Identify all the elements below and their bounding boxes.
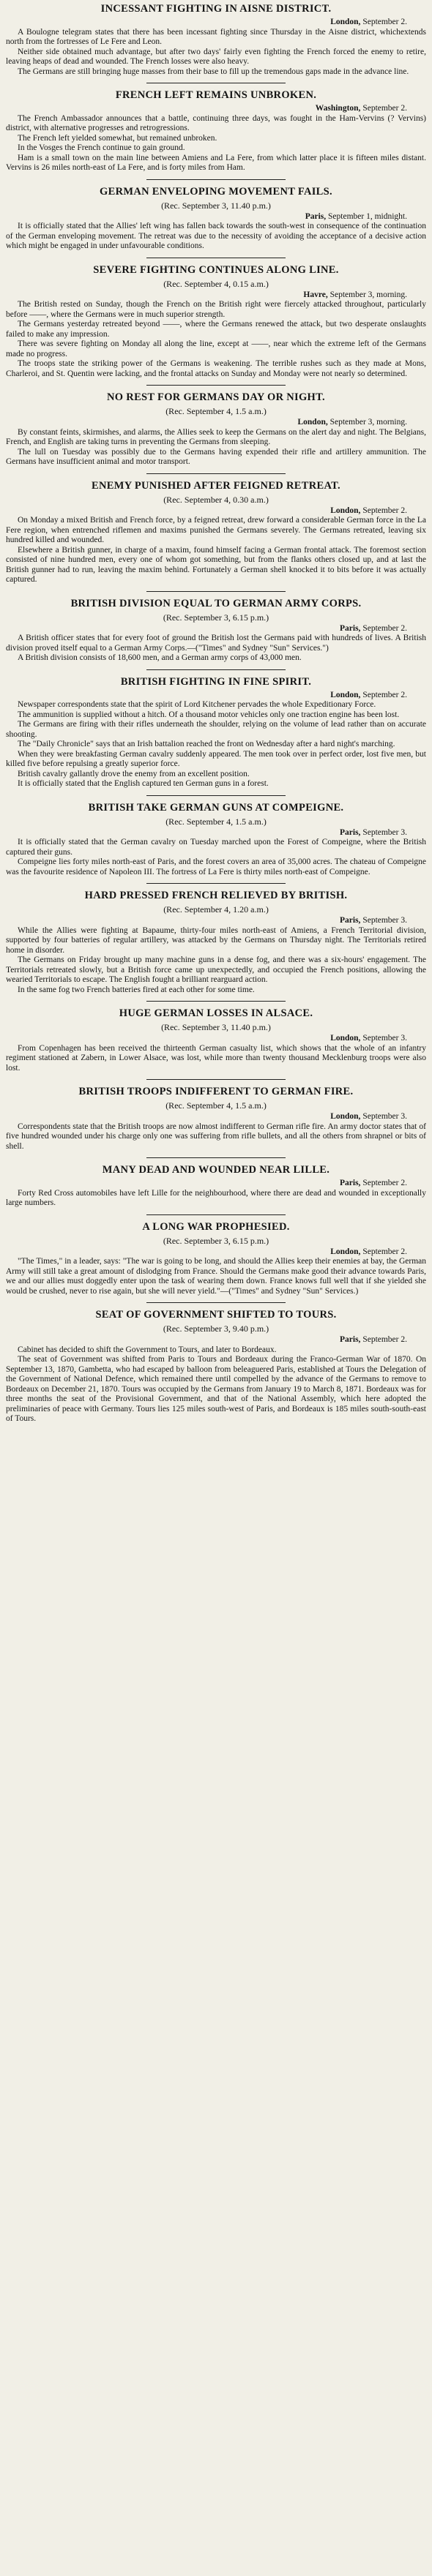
received-time: (Rec. September 3, 11.40 p.m.) [161,1022,271,1032]
article-paragraph: Neither side obtained much advantage, but after two days' fairly even fighting the French forced the enemy to retire, leaving heaps of dead and wounded. The French losses were also heavy. [6,47,426,66]
article-paragraph: The British rested on Sunday, though the French on the British right were fiercely attacked throughout, particularly before ——, where the Germans were in much superior strength. [6,300,426,319]
dateline-date: September 2. [362,1247,407,1256]
article-paragraph: British cavalry gallantly drove the enemy from an excellent position. [18,769,250,778]
received-time: (Rec. September 4, 0.30 a.m.) [163,494,269,505]
dateline-place: London, [330,18,361,26]
dateline [6,418,426,428]
dateline-date: September 3. [362,1112,407,1121]
received-time: (Rec. September 3, 9.40 p.m.) [163,1323,269,1334]
article-paragraph: The French Ambassador announces that a battle, continuing three days, was fought in the Ham-Vervins (? Vervins) district, with alternative progresses and retrogressions. [6,113,426,132]
article-1 [6,3,426,77]
divider-rule [146,1157,286,1158]
dateline-date: September 2. [362,1179,407,1187]
headline: BRITISH DIVISION EQUAL TO GERMAN ARMY CORPS. [70,597,362,609]
dateline [6,916,426,926]
article-4 [6,264,426,380]
received-time: (Rec. September 4, 1.5 a.m.) [165,1100,267,1111]
dateline-date: September 3. [362,916,407,925]
dateline [6,1034,426,1044]
article-11 [6,1007,426,1073]
article-paragraph: Newspaper correspondents state that the spirit of Lord Kitchener pervades the whole Expeditionary Force. [18,700,376,709]
article-2 [6,89,426,173]
divider-rule [146,1214,286,1215]
dateline-place: London, [297,418,328,427]
article-paragraph: When they were breakfasting German cavalry suddenly appeared. The men took over in perfect order, lost five men, but killed five before repulsing a greatly superior force. [6,749,426,768]
article-5 [6,391,426,467]
dateline-place: Paris, [340,1335,361,1344]
headline: A LONG WAR PROPHESIED. [142,1220,290,1233]
article-paragraph: It is officially stated that the Allies' left wing has fallen back towards the south-west in consequence of the continuation of the German enveloping movement. The retreat was due to the necessity of avoiding the acceptance of a decisive action which might be engaged in under unfavourable conditions. [6,222,426,250]
dateline-place: London, [330,506,361,515]
article-paragraph: The lull on Tuesday was possibly due to the Germans having expended their rifle and artillery ammunition. The Germans have insufficient animal and motor transport. [6,447,426,466]
dateline [6,506,426,517]
dateline-date: September 3, morning. [329,418,407,427]
article-paragraph: The Germans are firing with their rifles underneath the shoulder, relying on the volume of lead rather than on accurate shooting. [6,720,426,739]
received-time: (Rec. September 3, 6.15 p.m.) [163,1235,269,1246]
article-paragraph: The French left yielded somewhat, but remained unbroken. [18,133,217,143]
received-time: (Rec. September 4, 1.5 a.m.) [165,816,267,827]
headline: HARD PRESSED FRENCH RELIEVED BY BRITISH. [84,890,348,901]
article-13 [6,1164,426,1209]
dateline-place: Paris, [305,211,327,221]
dateline-place: London, [330,1034,361,1043]
dateline [6,1112,426,1122]
dateline-date: September 1, midnight. [328,211,407,221]
dateline-date: September 3. [362,1034,407,1043]
dateline-place: London, [330,690,361,699]
dateline [6,104,426,114]
headline: FRENCH LEFT REMAINS UNBROKEN. [115,89,317,101]
article-3 [6,186,426,252]
divider-rule [146,1001,286,1002]
headline: INCESSANT FIGHTING IN AISNE DISTRICT. [100,3,332,15]
article-paragraph: "The Times," in a leader, says: "The war is going to be long, and should the Allies keep their enemies at bay, the German Army will still take a great amount of dislodging from France. Should the Germans make good their advance towards Paris, we and our allies must doggedly enter upon the task of wearing them down. France knows full well that if she yielded she would be crushed, never to rise again, but she will never yield."—("Times" and Sydney "Sun" Services.) [6,1257,426,1296]
dateline-place: Washington, [315,104,361,113]
dateline-date: September 3, morning. [329,290,407,299]
article-paragraph: Forty Red Cross automobiles have left Lille for the neighbourhood, where there are dead and wounded in exceptionally large numbers. [6,1188,426,1207]
article-9 [6,802,426,878]
dateline-place: Paris, [340,1179,361,1187]
article-15 [6,1309,426,1424]
divider-rule [146,883,286,884]
dateline [6,1335,426,1345]
divider-rule [146,473,286,474]
article-7 [6,598,426,664]
dateline-place: Paris, [340,623,361,633]
dateline-place: London, [330,1112,361,1121]
dateline [6,1247,426,1258]
headline: BRITISH FIGHTING IN FINE SPIRIT. [120,675,312,688]
article-paragraph: The Germans yesterday retreated beyond ——, where the Germans renewed the attack, but two desperate onslaughts failed to make any impression. [6,320,426,339]
dateline-place: Paris, [340,827,361,837]
article-paragraph: It is officially stated that the German cavalry on Tuesday marched upon the Forest of Compeigne, where the British captured their guns. [6,838,426,857]
divider-rule [146,179,286,180]
received-time: (Rec. September 3, 11.40 p.m.) [161,200,271,211]
dateline [6,212,426,222]
article-paragraph: Correspondents state that the British troops are now almost indifferent to German rifle fire. An army doctor states that of five hundred wounded under his charge only one was suffering from rifle bullets, and all the others from shrapnel or bits of shell. [6,1122,426,1151]
dateline-date: September 2. [362,104,407,113]
dateline-date: September 2. [362,623,407,633]
article-14 [6,1221,426,1297]
received-time: (Rec. September 3, 6.15 p.m.) [163,612,269,623]
headline: GERMAN ENVELOPING MOVEMENT FAILS. [100,185,332,198]
dateline-date: September 2. [362,1335,407,1344]
dateline-place: Havre, [303,290,328,299]
article-paragraph: A British officer states that for every foot of ground the British lost the Germans paid with hundreds of lives. A British division proved itself equal to a German Army Corps.—("Times" and Sydney "Sun" Services.") [6,634,426,653]
divider-rule [146,669,286,670]
article-paragraph: The Germans on Friday brought up many machine guns in a dense fog, and there was a six-hours' engagement. The Territorials retreated slowly, but a British force came up unexpectedly, and occupied the French positions, allowing the wearied Territorials to escape. The English fought a brilliant rearguard action. [6,955,426,984]
headline: MANY DEAD AND WOUNDED NEAR LILLE. [102,1164,330,1176]
divider-rule [146,1302,286,1303]
article-paragraph: There was severe fighting on Monday all along the line, except at ——, near which the extreme left of the Germans made no progress. [6,339,426,358]
article-paragraph: By constant feints, skirmishes, and alarms, the Allies seek to keep the Germans on the alert day and night. The Belgians, French, and English are taking turns in preventing the Germans from sleeping. [6,427,426,446]
headline: NO REST FOR GERMANS DAY OR NIGHT. [107,391,325,403]
article-paragraph: The seat of Government was shifted from Paris to Tours and Bordeaux during the Franco-German War of 1870. On September 13, 1870, Gambetta, who had escaped by balloon from beleaguered Paris, established at Tours the Delegation of the Government of National Defence, which remained there until compelled by the advance of the Germans to remove to Bordeaux on December 21, 1870. Tours was occupied by the Germans from January 19 to March 8, 1871. Bordeaux was for three months the seat of the Provisional Government, and that of the National Assembly, which here adopted the preliminaries of peace with Germany. Tours lies 125 miles south-west of Paris, and Bordeaux is 185 miles south-south-east of Tours. [6,1355,426,1423]
divider-rule [146,385,286,386]
article-paragraph: The ammunition is supplied without a hitch. Of a thousand motor vehicles only one traction engine has been lost. [18,710,400,719]
received-time: (Rec. September 4, 1.20 a.m.) [163,904,269,915]
article-paragraph: A Boulogne telegram states that there has been incessant fighting since Thursday in the Aisne district, whichextends north from the fortresses of Le Fere and Leon. [6,27,426,46]
article-paragraph: The troops state the striking power of the Germans is weakening. The terrible rushes such as they made at Mons, Charleroi, and St. Quentin were lacking, and the frontal attacks on Sunday and Monday were not nearly so determined. [6,359,426,378]
dateline-place: London, [330,1247,361,1256]
article-paragraph: In the same fog two French batteries fired at each other for some time. [18,985,255,994]
dateline-place: Paris, [340,916,361,925]
article-paragraph: While the Allies were fighting at Bapaume, thirty-four miles north-east of Amiens, a French Territorial division, supported by four batteries of regular artillery, was attacked by the Germans on Thursday night. The Territorials retired home in disorder. [6,925,426,955]
dateline-date: September 2. [362,690,407,699]
received-time: (Rec. September 4, 1.5 a.m.) [165,406,267,416]
article-paragraph: On Monday a mixed British and French force, by a feigned retreat, drew forward a considerable German force in the La Fere region, when entrenched riflemen and maxims punished the Germans severely. The Germans retreated, leaving six hundred killed and wounded. [6,516,426,544]
article-paragraph: The Germans are still bringing huge masses from their base to fill up the tremendous gaps made in the advance line. [18,67,409,76]
dateline [6,18,426,28]
divider-rule [146,1079,286,1080]
article-paragraph: Ham is a small town on the main line between Amiens and La Fere, from which latter place it is fifteen miles distant. Vervins is 26 miles north-east of La Fere, and is forty miles from Ham. [6,153,426,172]
article-paragraph: Compeigne lies forty miles north-east of Paris, and the forest covers an area of 35,000 acres. The chateau of Compeigne was the favourite residence of Napoleon III. The fortress of La Fere is thirty miles north-east of Compeigne. [6,857,426,876]
received-time: (Rec. September 4, 0.15 a.m.) [163,278,269,289]
divider-rule [146,591,286,592]
headline: BRITISH TAKE GERMAN GUNS AT COMPEIGNE. [88,801,344,814]
dateline [6,624,426,634]
article-paragraph: It is officially stated that the English captured ten German guns in a forest. [18,779,269,788]
dateline-date: September 2. [362,506,407,515]
article-paragraph: In the Vosges the French continue to gain ground. [18,143,185,152]
headline: ENEMY PUNISHED AFTER FEIGNED RETREAT. [92,479,340,492]
article-paragraph: From Copenhagen has been received the thirteenth German casualty list, which shows that the whole of an infantry regiment stationed at Zabern, in Lower Alsace, was lost, while more than twenty thousand Mecklenburg troops were also lost. [6,1043,426,1073]
article-paragraph: Cabinet has decided to shift the Government to Tours, and later to Bordeaux. [18,1345,277,1354]
dateline [6,290,426,301]
article-12 [6,1086,426,1152]
dateline [6,828,426,838]
headline: SEVERE FIGHTING CONTINUES ALONG LINE. [93,263,339,276]
headline: HUGE GERMAN LOSSES IN ALSACE. [119,1007,313,1019]
article-8 [6,676,426,789]
dateline [6,691,426,701]
headline: SEAT OF GOVERNMENT SHIFTED TO TOURS. [95,1309,337,1321]
divider-rule [146,795,286,796]
article-10 [6,890,426,995]
article-paragraph: The "Daily Chronicle" says that an Irish battalion reached the front on Wednesday after a hard night's marching. [18,740,395,748]
article-6 [6,480,426,585]
dateline [6,1179,426,1189]
headline: BRITISH TROOPS INDIFFERENT TO GERMAN FIRE. [78,1086,354,1097]
dateline-date: September 3. [362,827,407,837]
article-paragraph: Elsewhere a British gunner, in charge of a maxim, found himself facing a German frontal attack. The foremost section consisted of nine hundred men, every one of whom got something, but from the flanks others closed up, and at last the British gunner had to run, leaving the maxim behind. Fortunately a German shell knocked it to bits before it was actually captured. [6,545,426,584]
article-paragraph: A British division consists of 18,600 men, and a German army corps of 43,000 men. [18,653,302,662]
dateline-date: September 2. [362,18,407,26]
